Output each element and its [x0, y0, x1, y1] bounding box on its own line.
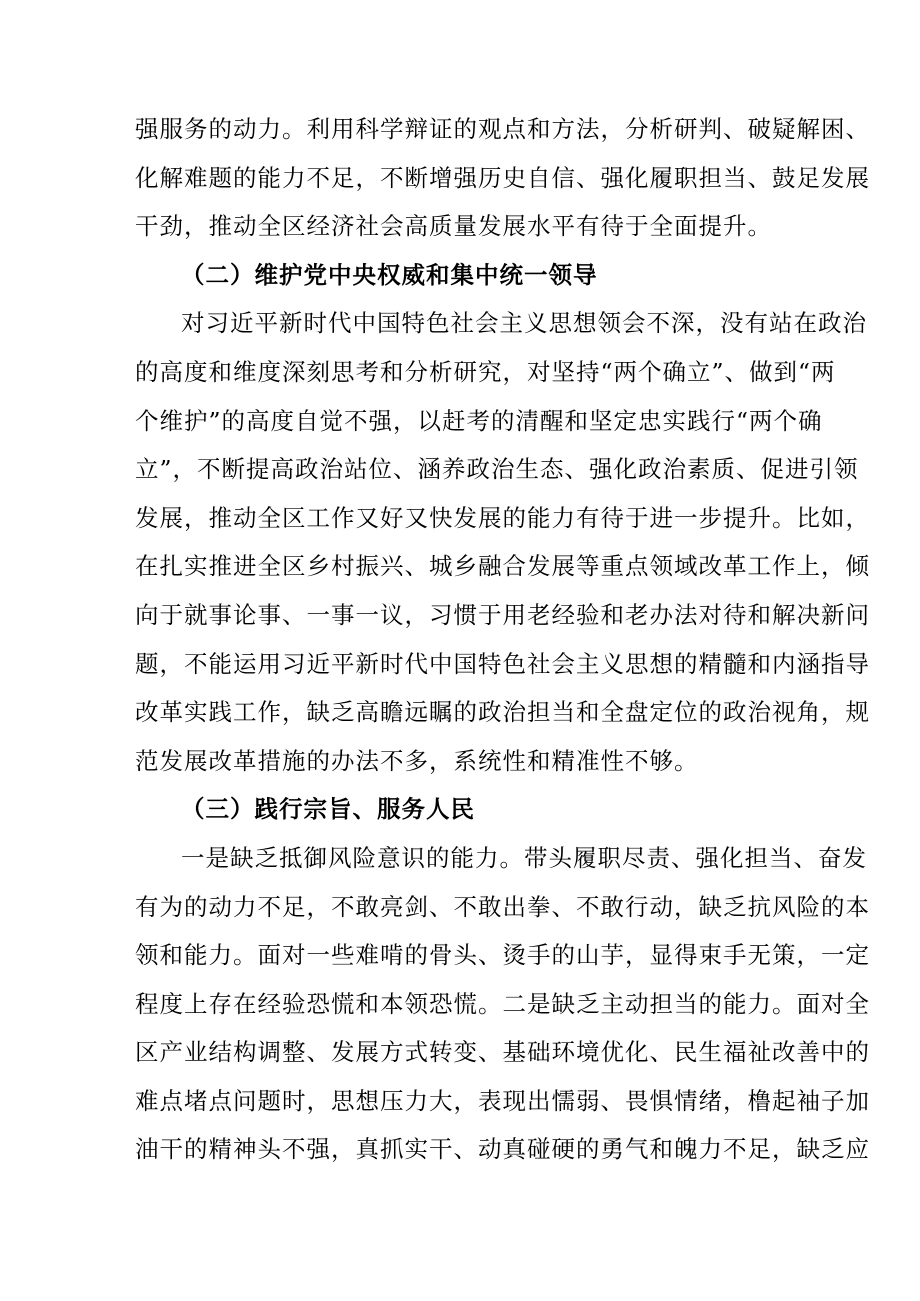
text-line: 在扎实推进全区乡村振兴、城乡融合发展等重点领域改革工作上，倾 [135, 552, 870, 581]
text-line: 程度上存在经验恐慌和本领恐慌。二是缺乏主动担当的能力。面对全 [135, 989, 870, 1018]
text-line: 改革实践工作，缺乏高瞻远瞩的政治担当和全盘定位的政治视角，规 [135, 698, 870, 727]
text-line: 化解难题的能力不足，不断增强历史自信、强化履职担当、鼓足发展 [135, 163, 870, 192]
text-line: 对习近平新时代中国特色社会主义思想领会不深，没有站在政治 [181, 309, 867, 338]
text-line: 区产业结构调整、发展方式转变、基础环境优化、民生福祉改善中的 [135, 1038, 870, 1067]
paragraph-section-2 [135, 299, 870, 785]
text-line: 有为的动力不足，不敢亮剑、不敢出拳、不敢行动，缺乏抗风险的本 [135, 892, 870, 921]
text-line: 个维护”的高度自觉不强，以赶考的清醒和坚定忠实践行“两个确 [135, 406, 823, 435]
text-line: 一是缺乏抵御风险意识的能力。带头履职尽责、强化担当、奋发 [181, 843, 867, 872]
paragraph-continued [135, 105, 870, 251]
text-line: 强服务的动力。利用科学辩证的观点和方法，分析研判、破疑解困、 [135, 115, 870, 143]
text-line: 发展，推动全区工作又好又快发展的能力有待于进一步提升。比如， [135, 503, 870, 532]
document-body [135, 105, 870, 1174]
text-line: 立”，不断提高政治站位、涵养政治生态、强化政治素质、促进引领 [135, 455, 859, 484]
text-line: 的高度和维度深刻思考和分析研究，对坚持“两个确立”、做到“两 [135, 357, 836, 386]
text-line: 干劲，推动全区经济社会高质量发展水平有待于全面提升。 [135, 212, 772, 241]
text-line: 向于就事论事、一事一议，习惯于用老经验和老办法对待和解决新问 [135, 600, 870, 629]
text-line: 题，不能运用习近平新时代中国特色社会主义思想的精髓和内涵指导 [135, 649, 870, 678]
text-line: 范发展改革措施的办法不多，系统性和精准性不够。 [135, 746, 699, 775]
text-line: 领和能力。面对一些难啃的骨头、烫手的山芋，显得束手无策，一定 [135, 941, 870, 970]
section-heading-3: （三）践行宗旨、服务人民 [181, 795, 475, 824]
section-heading-2: （二）维护党中央权威和集中统一领导 [181, 260, 598, 289]
text-line: 油干的精神头不强，真抓实干、动真碰硬的勇气和魄力不足，缺乏应 [135, 1135, 870, 1164]
text-line: 难点堵点问题时，思想压力大，表现出懦弱、畏惧情绪，橹起袖子加 [135, 1086, 870, 1115]
paragraph-section-3 [135, 834, 870, 1174]
